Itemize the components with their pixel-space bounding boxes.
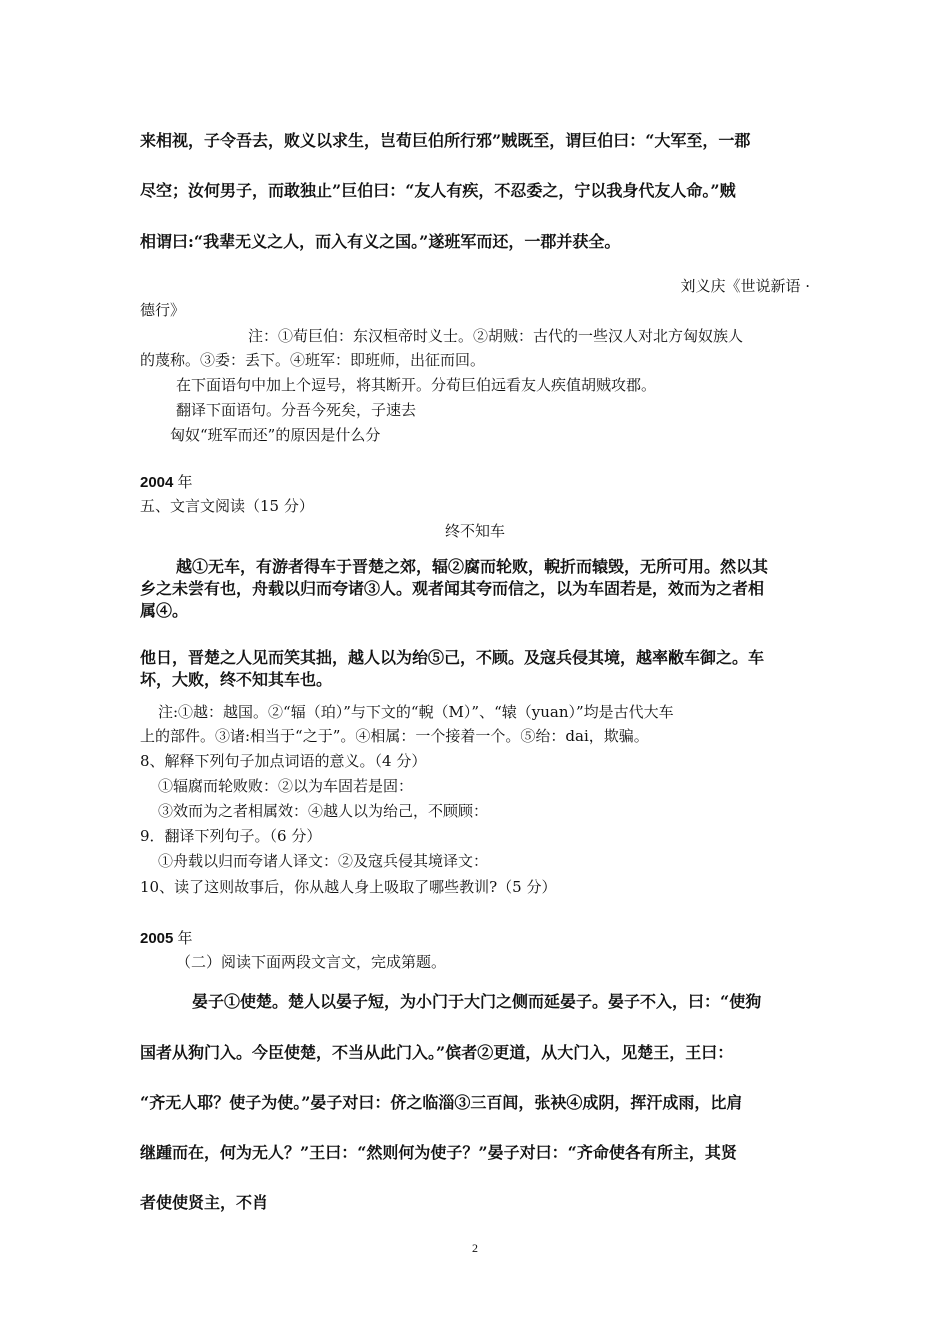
passage1-note-line-1: 注：①荀巨伯：东汉桓帝时义士。②胡贼：古代的一些汉人对北方匈奴族人 [248,327,744,345]
question-9: 9．翻译下列句子。（6 分） [140,827,322,845]
year-2004 [140,473,193,493]
section2005-line-5: 者使使贤主，不肖 [140,1193,269,1212]
passage1-question-2: 翻译下面语句。分吾今死矣，子速去 [176,401,417,419]
section2005-line-1: 晏子①使楚。楚人以晏子短，为小门于大门之侧而延晏子。晏子不入，曰：“使狗 [192,992,762,1011]
section2004-para1-line-1: 越①无车，有游者得车于晋楚之郊，辐②腐而轮败，輗折而辕毁，无所可用。然以其 [176,557,769,576]
question-8: 8、解释下列句子加点词语的意义。（4 分） [140,752,427,770]
section2004-title: 终不知车 [444,522,505,540]
section2004-heading: 五、文言文阅读（15 分） [140,497,314,515]
passage1-source: 刘义庆《世说新语 · [680,277,810,295]
year-2004-char: 年 [177,474,193,491]
year-2005 [140,929,193,949]
section2004-para1-line-2: 乡之未尝有也，舟载以归而夸诸③人。观者闻其夸而信之，以为车固若是，效而为之者相 [140,579,765,598]
year-2005-number: 2005 [140,930,174,947]
page-number: 2 [472,1241,478,1255]
question-9-items: ①舟载以归而夸诸人译文：②及寇兵侵其境译文： [158,852,489,870]
passage1-question-3: 匈奴“班军而还”的原因是什么分 [170,426,381,444]
passage1-source-cont: 德行》 [140,301,186,319]
section2004-para2-line-2: 坏，大败，终不知其车也。 [140,670,333,689]
section2005-line-4: 继踵而在，何为无人？”王曰：“然则何为使子？”晏子对曰：“齐命使各有所主，其贤 [140,1143,737,1162]
question-8-items-b: ③效而为之者相属效：④越人以为绐己，不顾顾： [158,802,489,820]
passage1-question-1: 在下面语句中加上个逗号，将其断开。分荀巨伯远看友人疾值胡贼攻郡。 [176,376,657,394]
question-10: 10、读了这则故事后，你从越人身上吸取了哪些教训?（5 分） [140,878,557,896]
question-8-items-a: ①辐腐而轮败败：②以为车固若是固： [158,777,414,795]
section2004-para1-line-3: 属④。 [140,601,189,620]
section2005-heading: （二）阅读下面两段文言文，完成第题。 [176,953,447,971]
passage1-line-3: 相谓曰:“我辈无义之人，而入有义之国。”遂班军而还，一郡并获全。 [140,232,621,251]
year-2004-number: 2004 [140,474,174,491]
passage1-line-2: 尽空；汝何男子，而敢独止”巨伯曰：“友人有疾，不忍委之，宁以我身代友人命。”贼 [140,181,736,200]
passage1-note-line-2: 的蔑称。③委：丢下。④班军：即班师，出征而回。 [140,351,486,369]
year-2005-char: 年 [177,930,193,947]
section2005-line-3: “齐无人耶？使子为使。”晏子对曰：侪之临淄③三百闾，张袂④成阴，挥汗成雨，比肩 [140,1093,743,1112]
section2004-note-line-1: 注:①越：越国。②“辐（珀）”与下文的“輗（M）”、“辕（yuan）”均是古代大车 [158,703,674,721]
section2004-para2-line-1: 他日，晋楚之人见而笑其拙，越人以为绐⑤己，不顾。及寇兵侵其境，越率敝车御之。车 [140,648,765,667]
section2004-note-line-2: 上的部件。③诸:相当于“之于”。④相属：一个接着一个。⑤绐：dai，欺骗。 [140,727,649,745]
passage1-line-1: 来相视，子令吾去，败义以求生，岂荀巨伯所行邪”贼既至，谓巨伯曰：“大军至，一郡 [140,131,751,150]
section2005-line-2: 国者从狗门入。今臣使楚，不当从此门入。”傧者②更道，从大门入，见楚王，王曰： [140,1043,734,1062]
